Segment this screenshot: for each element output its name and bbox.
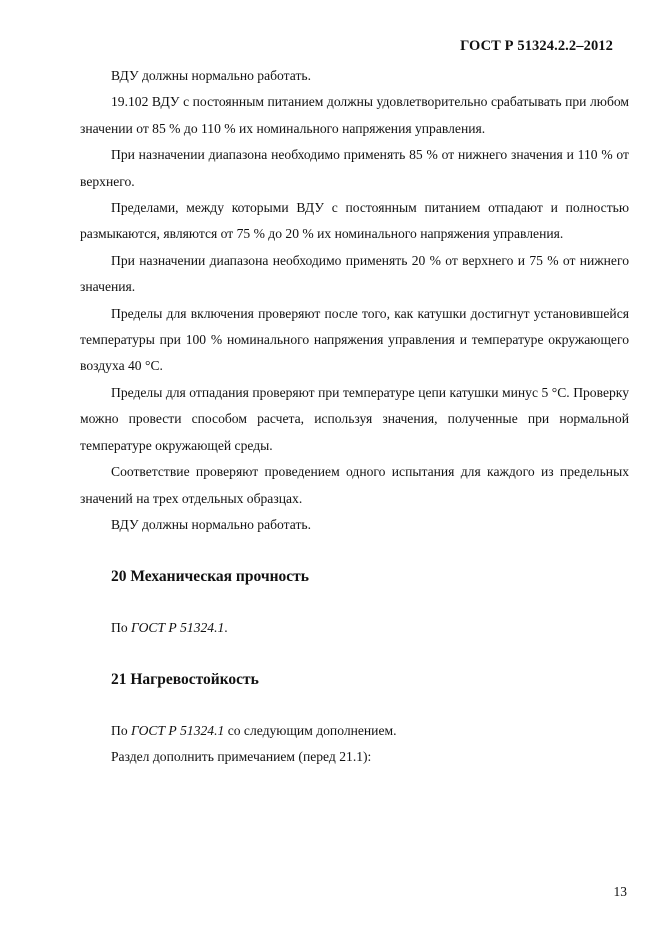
section-heading: 20 Механическая прочность — [111, 568, 309, 586]
page-number: 13 — [613, 884, 627, 899]
paragraph: Соответствие проверяют проведением одного испытания для каждого из предельных значений на трех отдельных образцах. — [80, 464, 629, 506]
text-prefix: По — [111, 722, 132, 738]
paragraph: Пределами, между которыми ВДУ с постоянным питанием отпадают и полностью размыкаются, являются от 75 % до 20 % их номинального напряжения управления. — [80, 200, 629, 242]
paragraph: 19.102 ВДУ с постоянным питанием должны удовлетворительно срабатывать при любом значении от 85 % до 110 % их номинального напряжения управления. — [80, 94, 629, 136]
document-header: ГОСТ Р 51324.2.2–2012 — [460, 38, 613, 54]
standard-reference: ГОСТ Р 51324.1 — [131, 722, 225, 738]
paragraph: ВДУ должны нормально работать. — [111, 68, 311, 83]
spacer — [80, 538, 629, 564]
spacer — [80, 641, 629, 667]
text-suffix: . — [224, 619, 228, 635]
spacer — [80, 591, 629, 615]
paragraph: При назначении диапазона необходимо применять 85 % от нижнего значения и 110 % от верхнего. — [80, 147, 629, 189]
paragraph: При назначении диапазона необходимо применять 20 % от верхнего и 75 % от нижнего значения. — [80, 252, 629, 295]
section-heading: 21 Нагревостойкость — [111, 671, 259, 689]
text-suffix: со следующим дополнением. — [224, 722, 397, 738]
paragraph: ВДУ должны нормально работать. — [111, 516, 311, 532]
paragraph — [80, 718, 629, 744]
paragraph: Пределы для отпадания проверяют при температуре цепи катушки минус 5 °С. Проверку можно провести способом расчета, используя значения, полученные при нормальной температуре окружающей среды. — [80, 384, 629, 453]
spacer — [80, 694, 629, 718]
paragraph — [80, 615, 629, 641]
paragraph: Пределы для включения проверяют после того, как катушки достигнут установившейся температуры при 100 % номинального напряжения управления и температуре окружающего воздуха 40 °С. — [80, 305, 629, 374]
standard-reference: ГОСТ Р 51324.1 — [131, 619, 225, 635]
paragraph: Раздел дополнить примечанием (перед 21.1): — [111, 748, 372, 764]
body-text — [80, 63, 629, 770]
text-prefix: По — [111, 619, 132, 635]
